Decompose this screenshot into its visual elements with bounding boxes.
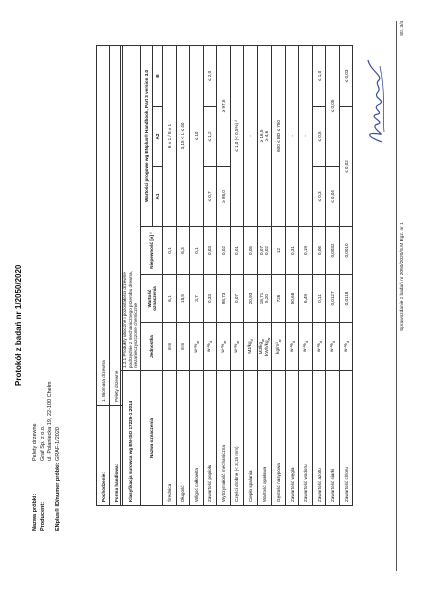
unit-text: w-% <box>302 343 308 352</box>
row-name: Wilgoć całkowita <box>190 371 204 506</box>
classification-label: Klasyfikacja surowca wg EN-ISO 17225-1:2014 <box>121 371 141 506</box>
row-value: 0,11 <box>312 275 326 323</box>
row-name: Średnica <box>163 371 177 506</box>
table-row <box>190 45 204 505</box>
row-threshold-a1: ≤ 0,04 <box>326 167 340 227</box>
row-threshold-a2: ≤ 1,2 <box>203 107 217 167</box>
header-name: Nazwa oznaczenia <box>141 371 163 506</box>
unit-sub: ar <box>222 340 227 344</box>
unit-text: w-% <box>192 343 198 353</box>
unit-text: w-% <box>329 343 335 352</box>
row-value: 0,33 <box>203 275 217 323</box>
results-table <box>120 45 353 506</box>
table-row <box>326 45 340 505</box>
table-row <box>299 45 313 505</box>
header-uncertainty: Niepewność [±] ¹ <box>141 227 163 275</box>
enplus-value: GRAF-1/2020 <box>55 427 61 461</box>
row-unit <box>339 323 353 371</box>
unit-text: w-% <box>342 343 348 352</box>
table-row <box>272 45 286 505</box>
meta-label: Pochodzenie: <box>97 406 110 506</box>
row-unit <box>326 323 340 371</box>
header-value: Wartość oznaczenia <box>141 275 163 323</box>
row-threshold-a1: ≤ 0,7 <box>203 167 217 227</box>
unit-text: w-% <box>288 343 294 352</box>
row-uncertainty: 6,3 <box>176 227 190 275</box>
row-threshold: - <box>285 45 299 226</box>
uncertainty-line: 0,07 <box>259 246 265 255</box>
enplus-label: ENplus® ID/numer próbki: <box>55 462 61 531</box>
table-row <box>285 45 299 505</box>
unit-text: mm <box>166 342 172 351</box>
value-line: 18,71 <box>259 292 265 305</box>
footer-text: Sprawozdanie z badań nr 2050/2020/S.M Egz. nr 1 <box>400 222 405 331</box>
table-row <box>176 45 190 505</box>
unit-text: kWh/kg <box>264 340 270 356</box>
producer-line-2: ul. Polanieckа 19, 22-100 Chełm <box>47 381 53 461</box>
row-value: 3,7 <box>190 275 204 323</box>
unit-text: kg/m³ <box>275 342 281 354</box>
row-uncertainty: 12 <box>272 227 286 275</box>
header-unit: Jednostka <box>141 323 163 371</box>
row-uncertainty: 0,19 <box>299 227 313 275</box>
unit-sub: d <box>249 339 254 342</box>
row-value: 0,0118 <box>339 275 353 323</box>
row-uncertainty: 0,01 <box>230 227 244 275</box>
sample-name-label: Nazwa próbki: <box>32 493 38 531</box>
row-name: Wytrzymałość mechaniczna <box>217 371 231 506</box>
table-row <box>257 45 272 505</box>
row-value: 6,49 <box>299 275 313 323</box>
row-uncertainty: 0,06 <box>312 227 326 275</box>
row-name: Wartość opałowa <box>257 371 272 506</box>
row-value: 50,68 <box>285 275 299 323</box>
meta-table <box>96 45 123 506</box>
row-threshold-a1: ≥ 98,0 <box>217 167 231 227</box>
table-row <box>244 45 258 505</box>
row-value: 0,07 <box>230 275 244 323</box>
classification-line: 1.2.1 Produkty uboczne i pozostałości drzewne <box>121 272 127 368</box>
row-unit <box>163 323 177 371</box>
row-value: 20,93 <box>244 275 258 323</box>
row-value: 6,1 <box>163 275 177 323</box>
unit-sub: d <box>318 341 323 344</box>
row-unit <box>312 323 326 371</box>
row-uncertainty: 0,0032 <box>326 227 340 275</box>
row-name: Zawartość chloru <box>339 371 353 506</box>
table-row <box>339 45 353 505</box>
row-threshold-a2-b: ≥ 97,5 <box>217 45 231 166</box>
row-uncertainty: 0,05 <box>244 227 258 275</box>
row-uncertainty: 0,1 <box>163 227 177 275</box>
value-line: 5,20 <box>264 294 270 303</box>
table-row <box>230 45 244 505</box>
unit-sub: ar <box>267 337 272 341</box>
row-uncertainty: 0,31 <box>285 227 299 275</box>
row-name: Zawartość azotu <box>312 371 326 506</box>
meta-label: Forma handlowa: <box>110 406 123 506</box>
row-threshold: ≤ 1,0 (< 0,5%) ² <box>230 45 244 226</box>
row-uncertainty: 0,03 <box>203 227 217 275</box>
unit-text: w-% <box>206 343 212 352</box>
row-name: Długość <box>176 371 190 506</box>
row-name: Zawartość węgla <box>285 371 299 506</box>
row-threshold: - <box>244 45 258 226</box>
classification-line: niezanieczyszczone chemicznie <box>133 302 139 368</box>
unit-text: MJ/kg <box>246 341 252 354</box>
row-value: 18,5 <box>176 275 190 323</box>
unit-text: w-% <box>219 343 225 353</box>
producer-label: Producent: <box>40 501 46 531</box>
meta-value: Pelety drzewne <box>110 46 123 406</box>
unit-sub: d <box>305 341 310 344</box>
uncertainty-line: 0,02 <box>264 246 270 255</box>
unit-sub: d <box>291 341 296 344</box>
unit-sub: d <box>345 341 350 344</box>
row-name: Ciepło spalania <box>244 371 258 506</box>
row-value: 726 <box>272 275 286 323</box>
row-threshold: - <box>299 45 313 226</box>
table-row <box>163 45 177 505</box>
unit-sub: d <box>209 341 214 344</box>
table-row <box>217 45 231 505</box>
row-value: 98,73 <box>217 275 231 323</box>
header-a2: A2 <box>153 107 163 167</box>
row-threshold-a1: ≤ 0,3 <box>312 167 326 227</box>
row-value: 0,0127 <box>326 275 340 323</box>
row-unit <box>272 323 286 371</box>
meta-value: 1. Biomasa drzewna <box>97 46 110 406</box>
row-name: Gęstość nasypowa <box>272 371 286 506</box>
row-unit <box>230 323 244 371</box>
row-name: Zawartość siarki <box>326 371 340 506</box>
row-threshold-b: ≤ 2,0 <box>203 45 217 106</box>
threshold-line: ≥ 4,6 <box>264 130 270 142</box>
classification-line: podrzędnie z mechanicznego przerobu drewna, <box>127 271 133 368</box>
document-title: Protokół z badań nr 1/2050/2020 <box>14 264 23 386</box>
row-threshold: 6 ± 1 / 8 ± 1 <box>163 45 177 226</box>
unit-text: w-% <box>233 343 239 353</box>
sample-name-value: Pelety drzewne <box>32 423 38 461</box>
unit-sub: ar <box>236 340 241 344</box>
threshold-line: ≥ 16,5 <box>259 129 265 143</box>
row-name: Części drobne (< 3,15 mm) <box>230 371 244 506</box>
header-a1: A1 <box>153 167 163 227</box>
row-threshold: ≤ 10 <box>190 45 204 226</box>
row-unit <box>244 323 258 371</box>
row-threshold-a1-a2: ≤ 0,02 <box>339 107 353 227</box>
unit-text: MJ/kg <box>257 341 263 355</box>
signature-image <box>360 56 390 146</box>
unit-text: mm <box>180 342 186 351</box>
unit-sub: ar <box>195 340 200 344</box>
row-threshold: 600 ≤ BD ≤ 750 <box>272 45 286 226</box>
row-unit <box>190 323 204 371</box>
table-row <box>312 45 326 505</box>
header-b: B <box>153 45 163 106</box>
row-threshold-a2: ≤ 0,5 <box>312 107 326 167</box>
unit-sub: d <box>332 341 337 344</box>
unit-sub: ar <box>278 339 283 343</box>
row-name: Zawartość wodoru <box>299 371 313 506</box>
row-threshold-b: ≤ 0,03 <box>339 45 353 106</box>
row-threshold-a2-b: ≤ 0,05 <box>326 45 340 166</box>
table-row <box>203 45 217 505</box>
row-threshold <box>257 45 272 226</box>
row-unit <box>176 323 190 371</box>
row-unit <box>299 323 313 371</box>
row-unit <box>217 323 231 371</box>
meta-row <box>97 46 110 506</box>
row-uncertainty: 0,02 <box>217 227 231 275</box>
producer-line-1: Graf Sp. z o.o. <box>40 425 46 461</box>
row-threshold: 3,15 < L ≤ 40 <box>176 45 190 226</box>
row-value <box>257 275 272 323</box>
page-number: Str. 3/4 <box>400 20 405 36</box>
row-unit <box>285 323 299 371</box>
row-uncertainty: 0,0010 <box>339 227 353 275</box>
header-threshold: Wartości progowe wg ENplus® Handbook, Part 3 version 3.0 <box>141 45 153 226</box>
classification-value <box>121 45 141 370</box>
row-unit <box>203 323 217 371</box>
row-threshold-b: ≤ 1,0 <box>312 45 326 106</box>
row-unit <box>257 323 272 371</box>
row-uncertainty <box>257 227 272 275</box>
unit-sub: ar <box>260 338 265 342</box>
unit-text: w-% <box>315 343 321 352</box>
row-name: Zawartość popiołu <box>203 371 217 506</box>
row-uncertainty: 0,1 <box>190 227 204 275</box>
